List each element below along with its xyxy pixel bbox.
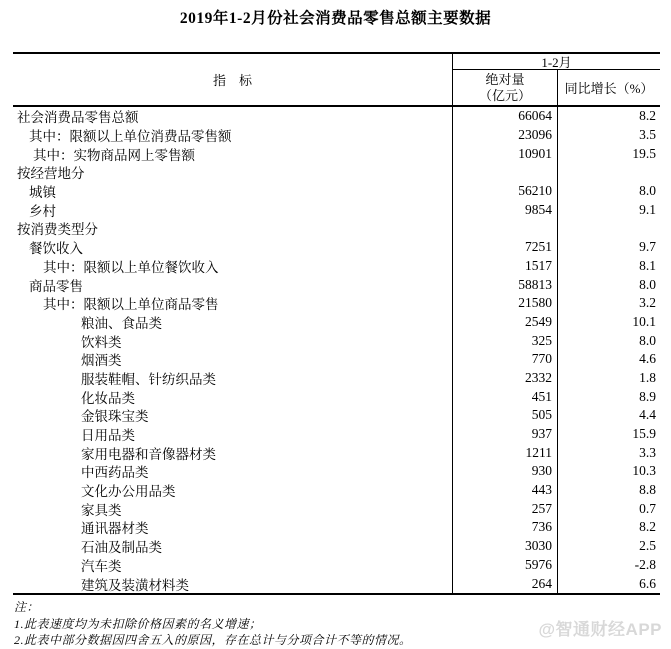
table-row (13, 369, 660, 388)
row-absolute-value: 7251 (453, 238, 558, 257)
row-growth-value: 8.0 (639, 276, 656, 292)
row-absolute-value: 9854 (453, 200, 558, 219)
table-row (13, 425, 660, 444)
table-row (13, 238, 660, 257)
row-indicator-label: 家具类 (13, 499, 453, 518)
row-indicator-label: 中西药品类 (13, 462, 453, 481)
row-absolute-value: 1211 (453, 443, 558, 462)
row-indicator-label: 社会消费品零售总额 (13, 107, 453, 126)
row-absolute-value: 2549 (453, 313, 558, 332)
row-indicator-label: 烟酒类 (13, 350, 453, 369)
watermark: @智通财经APP (538, 620, 662, 639)
row-absolute-value: 21580 (453, 294, 558, 313)
table-row (13, 219, 660, 238)
row-growth-value: 10.3 (632, 463, 656, 479)
table-row (13, 499, 660, 518)
footnote-line: 1.此表速度均为未扣除价格因素的名义增速； (14, 616, 262, 631)
row-indicator-label: 商品零售 (13, 275, 453, 294)
row-growth-value: 9.1 (639, 201, 656, 217)
row-indicator-label: 金银珠宝类 (13, 406, 453, 425)
row-indicator-label: 饮料类 (13, 331, 453, 350)
row-absolute-value: 451 (453, 387, 558, 406)
row-growth-value: 4.6 (639, 351, 656, 367)
table-row (13, 387, 660, 406)
row-growth-value: 3.3 (639, 444, 656, 460)
row-indicator-label: 按经营地分 (13, 163, 453, 182)
row-absolute-value (453, 219, 558, 238)
row-growth-value: 4.4 (639, 407, 656, 423)
table-row (13, 331, 660, 350)
row-indicator-label: 石油及制品类 (13, 537, 453, 556)
row-absolute-value (453, 163, 558, 182)
data-table (13, 52, 660, 595)
row-growth-value: -2.8 (634, 556, 656, 572)
row-growth-value: 19.5 (632, 145, 656, 161)
table-body (13, 107, 660, 595)
table-header (13, 52, 660, 107)
row-absolute-value: 770 (453, 350, 558, 369)
row-indicator-label: 其中：限额以上单位消费品零售额 (13, 126, 453, 145)
row-indicator-label: 服装鞋帽、针纺织品类 (13, 369, 453, 388)
row-absolute-value: 10901 (453, 144, 558, 163)
row-growth-value: 6.6 (639, 575, 656, 591)
row-growth-value: 8.0 (639, 332, 656, 348)
row-growth-value: 3.2 (639, 295, 656, 311)
row-absolute-value: 443 (453, 481, 558, 500)
row-absolute-value: 264 (453, 574, 558, 593)
table-row (13, 556, 660, 575)
table-row (13, 182, 660, 201)
row-indicator-label: 化妆品类 (13, 387, 453, 406)
row-absolute-value: 937 (453, 425, 558, 444)
row-growth-value: 15.9 (632, 426, 656, 442)
row-growth-value: 0.7 (639, 500, 656, 516)
table-row (13, 406, 660, 425)
table-row (13, 313, 660, 332)
header-period: 1-2月 (453, 54, 660, 70)
row-growth-value: 8.1 (639, 257, 656, 273)
row-indicator-label: 通讯器材类 (13, 518, 453, 537)
row-absolute-value: 56210 (453, 182, 558, 201)
row-absolute-value: 2332 (453, 369, 558, 388)
table-row (13, 126, 660, 145)
row-growth-value: 1.8 (639, 369, 656, 385)
row-absolute-value: 66064 (453, 107, 558, 126)
table-row (13, 574, 660, 593)
row-indicator-label: 其中：限额以上单位餐饮收入 (13, 257, 453, 276)
row-growth-value: 8.8 (639, 482, 656, 498)
row-growth-value: 9.7 (639, 239, 656, 255)
row-absolute-value: 1517 (453, 257, 558, 276)
row-indicator-label: 餐饮收入 (13, 238, 453, 257)
row-absolute-value: 930 (453, 462, 558, 481)
table-row (13, 350, 660, 369)
header-indicator: 指 标 (13, 54, 453, 105)
table-row (13, 275, 660, 294)
row-growth-value: 2.5 (639, 538, 656, 554)
table-row (13, 257, 660, 276)
table-row (13, 294, 660, 313)
row-indicator-label: 建筑及装潢材料类 (13, 574, 453, 593)
row-growth-value: 10.1 (632, 313, 656, 329)
row-growth-value: 8.9 (639, 388, 656, 404)
row-growth-value (558, 219, 660, 238)
row-absolute-value: 3030 (453, 537, 558, 556)
table-row (13, 462, 660, 481)
row-indicator-label: 日用品类 (13, 425, 453, 444)
header-absolute-amount (453, 70, 558, 105)
row-absolute-value: 736 (453, 518, 558, 537)
row-absolute-value: 505 (453, 406, 558, 425)
header-absolute-line2: （亿元） (478, 87, 531, 103)
row-indicator-label: 汽车类 (13, 556, 453, 575)
footnote-line: 2.此表中部分数据因四舍五入的原因，存在总计与分项合计不等的情况。 (14, 633, 412, 647)
row-indicator-label: 其中：限额以上单位商品零售 (13, 294, 453, 313)
table-row (13, 518, 660, 537)
row-indicator-label: 家用电器和音像器材类 (13, 443, 453, 462)
row-absolute-value: 257 (453, 499, 558, 518)
page-title: 2019年1-2月份社会消费品零售总额主要数据 (179, 10, 492, 27)
row-growth-value: 8.2 (639, 519, 656, 535)
header-yoy-growth: 同比增长（%） (564, 81, 654, 96)
row-indicator-label: 粮油、食品类 (13, 313, 453, 332)
table-row (13, 107, 660, 126)
row-growth-value: 8.2 (639, 108, 656, 124)
header-absolute-line1: 绝对量 (485, 71, 525, 87)
row-indicator-label: 文化办公用品类 (13, 481, 453, 500)
table-row (13, 144, 660, 163)
table-row (13, 443, 660, 462)
row-growth-value (558, 163, 660, 182)
row-absolute-value: 23096 (453, 126, 558, 145)
row-indicator-label: 城镇 (13, 182, 453, 201)
table-row (13, 163, 660, 182)
row-absolute-value: 5976 (453, 556, 558, 575)
row-growth-value: 3.5 (639, 127, 656, 143)
table-row (13, 481, 660, 500)
table-row (13, 537, 660, 556)
row-indicator-label: 其中：实物商品网上零售额 (13, 144, 453, 163)
row-indicator-label: 乡村 (13, 200, 453, 219)
footnotes (14, 599, 412, 649)
row-absolute-value: 325 (453, 331, 558, 350)
footnote-heading: 注： (14, 600, 40, 614)
row-indicator-label: 按消费类型分 (13, 219, 453, 238)
row-absolute-value: 58813 (453, 275, 558, 294)
row-growth-value: 8.0 (639, 183, 656, 199)
table-row (13, 200, 660, 219)
